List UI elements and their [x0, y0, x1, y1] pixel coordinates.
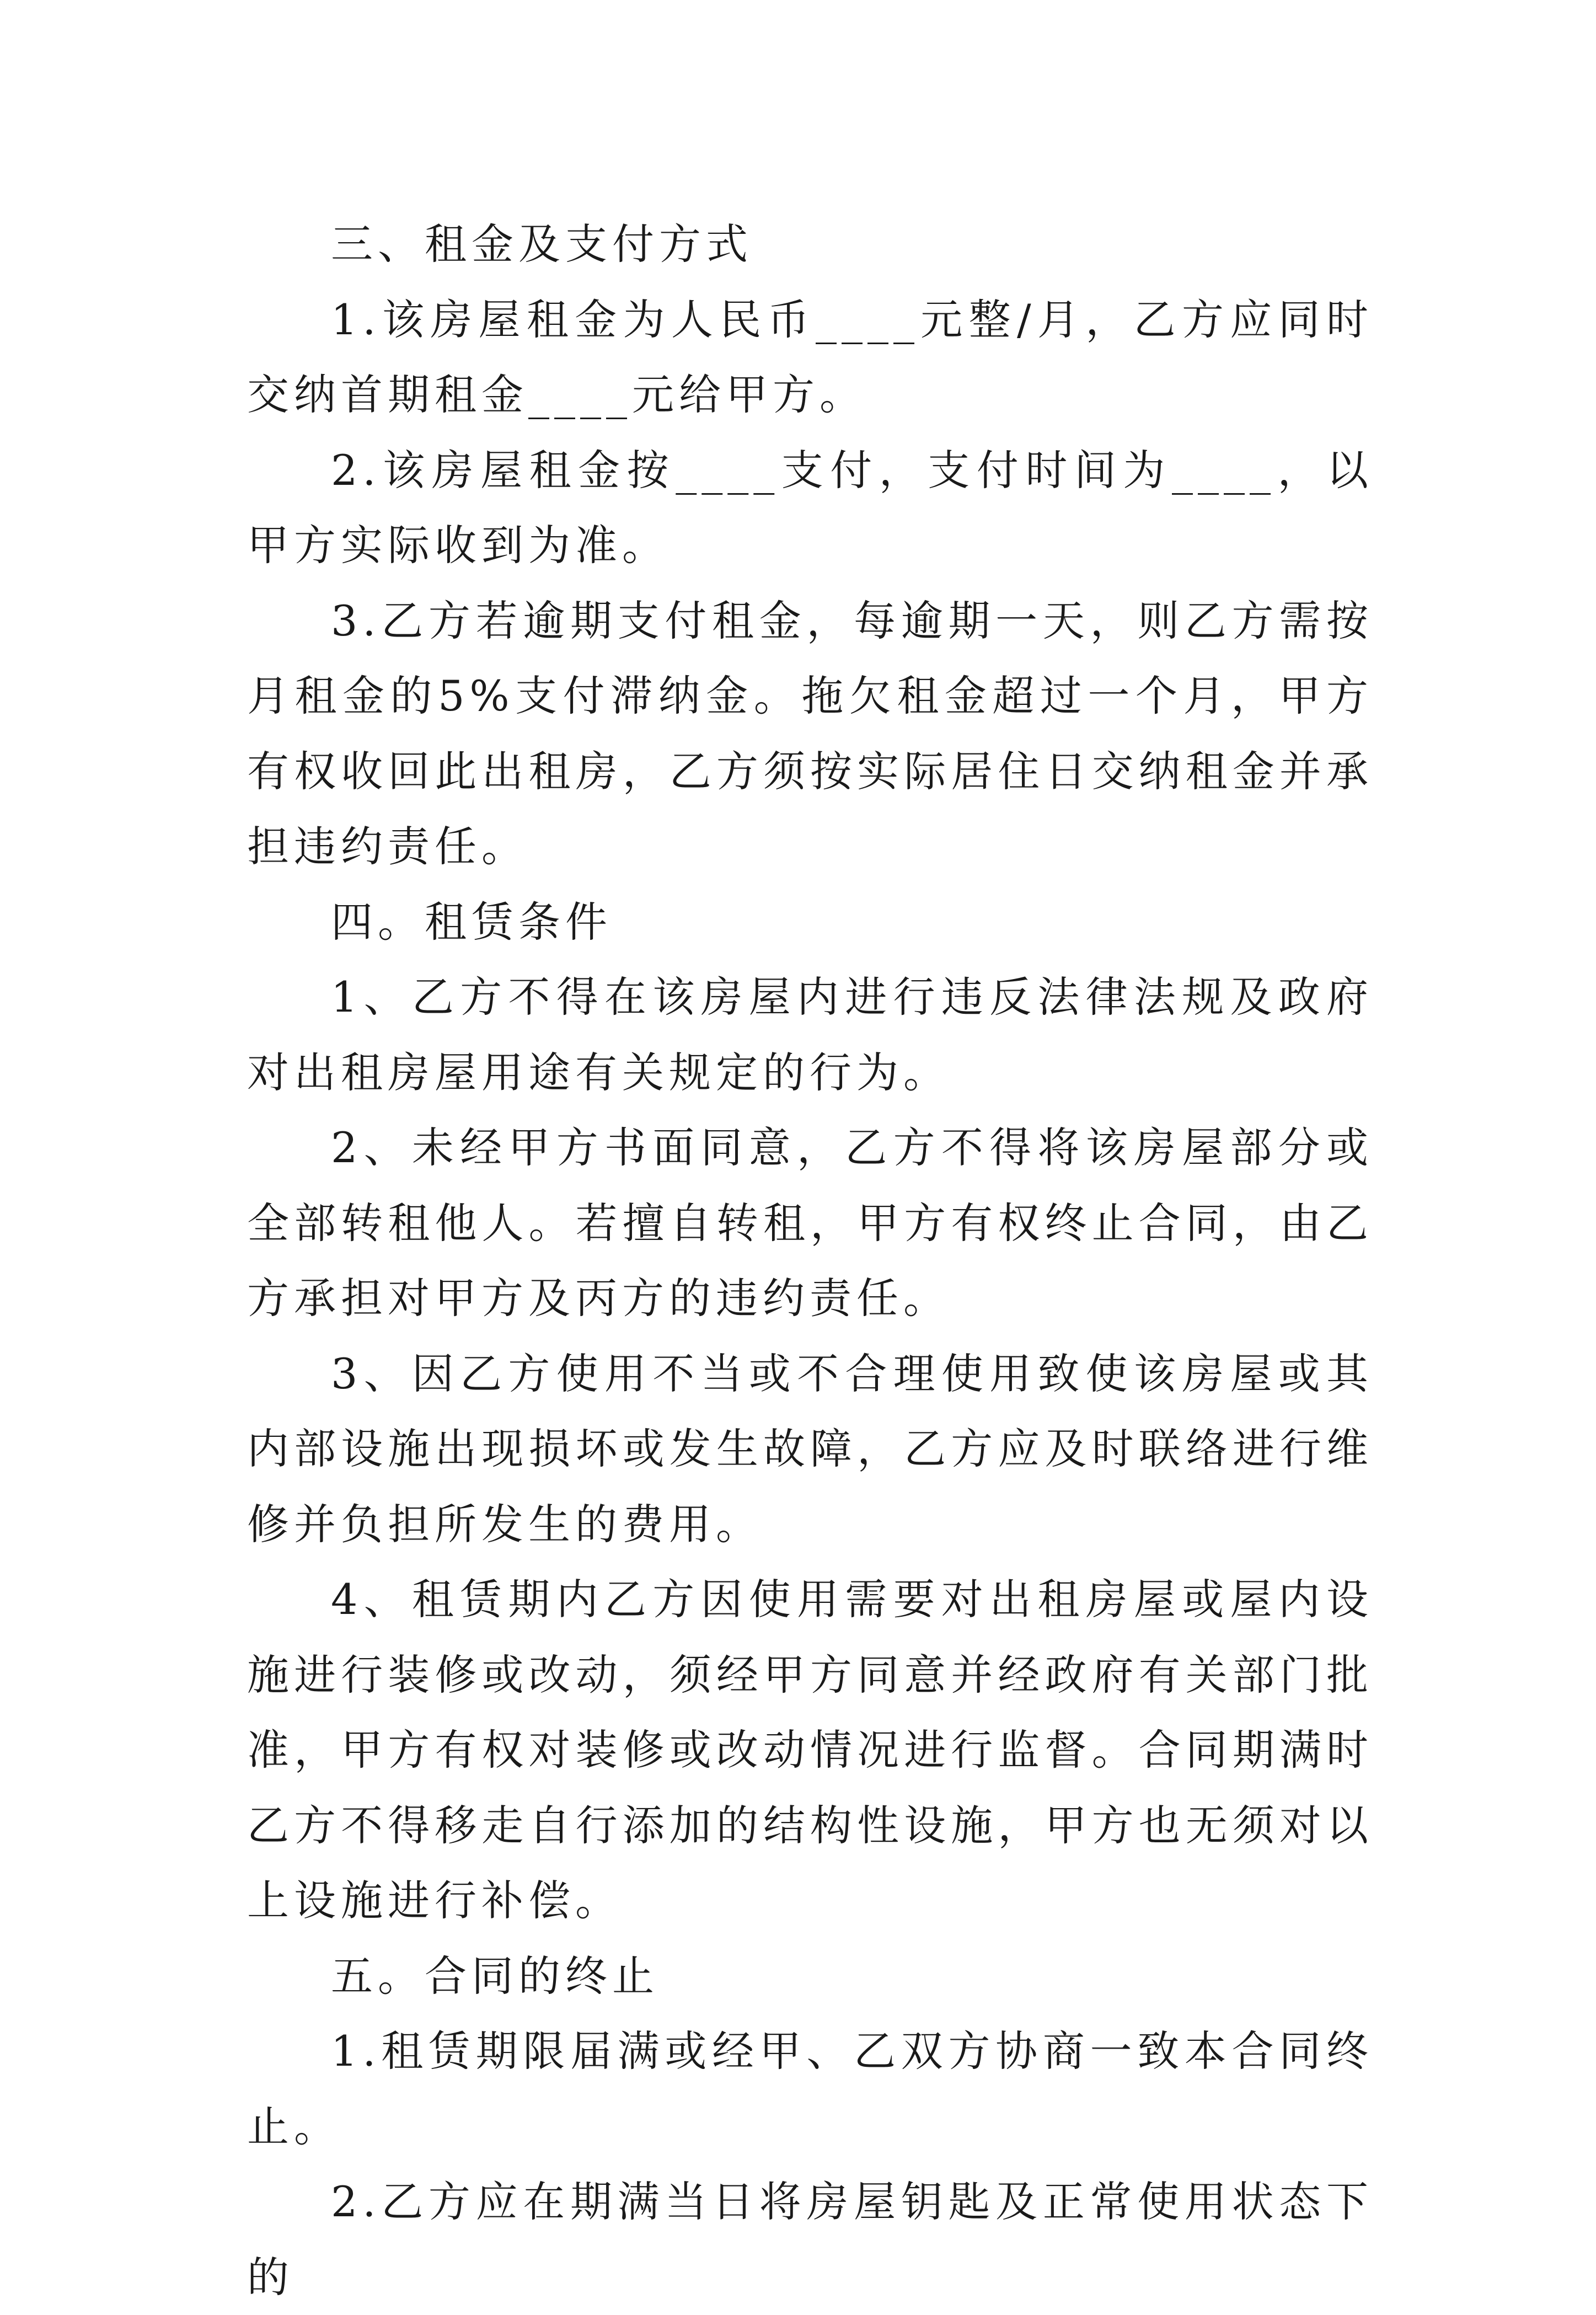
clause-rent-schedule: 2.该房屋租金按____支付，支付时间为____，以甲方实际收到为准。 — [247, 445, 1373, 570]
section-heading-rent-payment: 三、租金及支付方式 — [331, 220, 753, 269]
clause-lawful-use: 1、乙方不得在该房屋内进行违反法律法规及政府对出租房屋用途有关规定的行为。 — [247, 972, 1373, 1097]
clause-renovation: 4、租赁期内乙方因使用需要对出租房屋或屋内设施进行装修或改动，须经甲方同意并经政府有关部门批准，甲方有权对装修或改动情况进行监督。合同期满时乙方不得移走自行添加的结构性设施，甲方也无须对以上设施进行补偿。 — [247, 1575, 1373, 1925]
clause-damage-repair: 3、因乙方使用不当或不合理使用致使该房屋或其内部设施出现损坏或发生故障，乙方应及时联络进行维修并负担所发生的费用。 — [247, 1349, 1373, 1549]
document-body — [247, 207, 1373, 2315]
clause-key-return: 2.乙方应在期满当日将房屋钥匙及正常使用状态下的 — [247, 2177, 1373, 2302]
clause-rent-amount: 1.该房屋租金为人民币____元整/月，乙方应同时交纳首期租金____元给甲方。 — [247, 295, 1373, 419]
clause-no-sublet: 2、未经甲方书面同意，乙方不得将该房屋部分或全部转租他人。若擅自转租，甲方有权终止合同，由乙方承担对甲方及丙方的违约责任。 — [247, 1123, 1373, 1323]
section-heading-termination: 五。合同的终止 — [331, 1951, 659, 2001]
clause-late-payment: 3.乙方若逾期支付租金，每逾期一天，则乙方需按月租金的5%支付滞纳金。拖欠租金超过一个月，甲方有权收回此出租房，乙方须按实际居住日交纳租金并承担违约责任。 — [247, 596, 1373, 871]
section-heading-lease-conditions: 四。租赁条件 — [331, 897, 612, 947]
clause-termination-expiry: 1.租赁期限届满或经甲、乙双方协商一致本合同终止。 — [247, 2027, 1373, 2151]
